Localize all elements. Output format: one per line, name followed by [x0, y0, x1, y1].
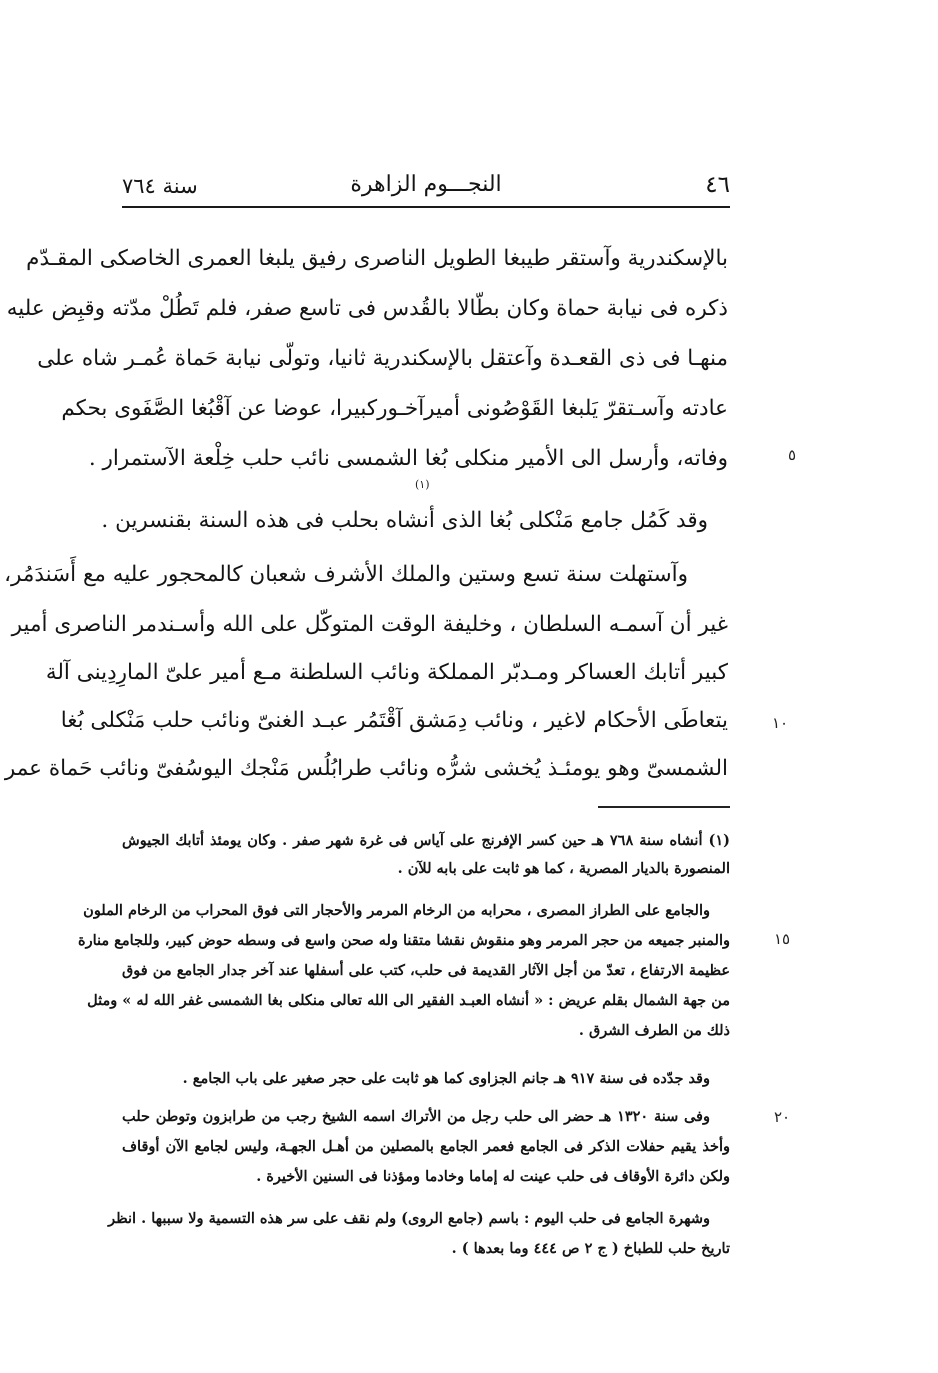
header-rule: [122, 206, 730, 208]
footnote-line: ذلك من الطرف الشرق .: [578, 1022, 730, 1039]
body-line: الشمسىّ وهو يومئـذ يُخشى شرُّه ونائب طرابُلُس مَنْجك اليوسُفىّ ونائب حَماة عمر: [4, 756, 728, 781]
body-line: بالإسكندرية وآستقر طيبغا الطويل الناصرى رفيق يلبغا العمرى الخاصكى المقـدّم: [26, 246, 728, 271]
body-line: يتعاطَى الأحكام لاغير ، ونائب دِمَشق آقْتَمُر عبـد الغنىّ ونائب حلب مَنْكلى بُغا: [60, 708, 728, 733]
footnote-line: وقد جدّده فى سنة ٩١٧ هـ جانم الجزاوى كما هو ثابت على حجر صغير على باب الجامع .: [182, 1070, 710, 1087]
footnote-line: وأخذ يقيم حفلات الذكر فى الجامع فعمر الجامع بالمصلين من أهـل الجهـة، وليس لجامع الآن أوقاف: [122, 1138, 730, 1155]
footnote-line: المنصورة بالديار المصرية ، كما هو ثابت على بابه للآن .: [397, 860, 730, 877]
footnote-line: تاريخ حلب للطباخ ( ج ٢ ص ٤٤٤ وما بعدها ) .: [451, 1240, 730, 1257]
line-number-5: ٥: [788, 446, 797, 464]
header-book-title: النجـــوم الزاهرة: [350, 172, 502, 197]
footnote-line: وفى سنة ١٣٢٠ هـ حضر الى حلب رجل من الأتراك اسمه الشيخ رجب من طرابزون وتوطن حلب: [122, 1108, 710, 1125]
body-line: وفاته، وأرسل الى الأمير منكلى بُغا الشمسى نائب حلب خِلْعة الآستمرار .: [88, 446, 728, 471]
footnote-line: والمنبر جميعه من حجر المرمر وهو منقوش نقشا متقنا وله صحن واسع فى وسطه حوض كبير، وللجامع منارة: [77, 932, 730, 949]
body-line: ذكره فى نيابة حماة وكان بطّالا بالقُدس فى تاسع صفر، فلم تَطُلْ مدّته وقبِض عليه: [6, 296, 728, 321]
footnote-line: والجامع على الطراز المصرى ، محرابه من الرخام المرمر والأحجار التى فوق المحراب من الرخام الملون: [83, 902, 710, 919]
line-number-15: ١٥: [774, 930, 791, 948]
footnote-line: من جهة الشمال بقلم عريض : « أنشاه العبـد الفقير الى الله تعالى منكلى بغا الشمسى غفر الله له » ومثل: [87, 992, 730, 1009]
footnote-line: وشهرة الجامع فى حلب اليوم : باسم (جامع الروى) ولم نقف على سر هذه التسمية ولا سببها . انظر: [108, 1210, 710, 1227]
footnote-line: عظيمة الارتفاع ، تعدّ من أجل الآثار القديمة فى حلب، كتب على أسفلها عند آخر جدار الجامع من فوق: [122, 962, 730, 979]
header-page-number: ٤٦: [705, 172, 730, 198]
footnote-line: ولكن دائرة الأوقاف فى حلب عينت له إماما وخادما ومؤذنا فى السنين الأخيرة .: [256, 1168, 730, 1185]
footnote-rule: [598, 806, 730, 808]
body-line: غير أن آسمـه السلطان ، وخليفة الوقت المتوكّل على الله وأسـندمر الناصرى أمير: [11, 612, 728, 637]
body-line: وآستهلت سنة تسع وستين والملك الأشرف شعبان كالمحجور عليه مع أَسَندَمُر،: [4, 562, 688, 587]
line-number-20: ٢٠: [774, 1108, 791, 1126]
footnote-line: (١) أنشاه سنة ٧٦٨ هـ حين كسر الإفرنج على آياس فى غرة شهر صفر . وكان يومئذ أتابك الجيوش: [122, 832, 730, 849]
line-number-10: ١٠: [772, 714, 789, 732]
body-line: وقد كَمُل جامع مَنْكلى بُغا الذى أنشاه بحلب فى هذه السنة بقنسرين .: [101, 508, 708, 533]
body-line: منهـا فى ذى القعـدة وآعتقل بالإسكندرية ثانيا، وتولّى نيابة حَماة عُمـر شاه على: [37, 346, 728, 371]
footnote-marker: (١): [415, 478, 430, 491]
header-year: سنة ٧٦٤: [122, 174, 198, 198]
body-line: عادته وآسـتقرّ يَلبغا القَوْصُونى أميرآخـوركبيرا، عوضا عن آقْبُغا الصَّفَوى بحكم: [61, 396, 728, 421]
body-line: كبير أتابك العساكر ومـدبّر المملكة ونائب السلطنة مـع أمير علىّ المارِدِينى آلة: [45, 660, 728, 685]
running-header: [122, 168, 730, 204]
